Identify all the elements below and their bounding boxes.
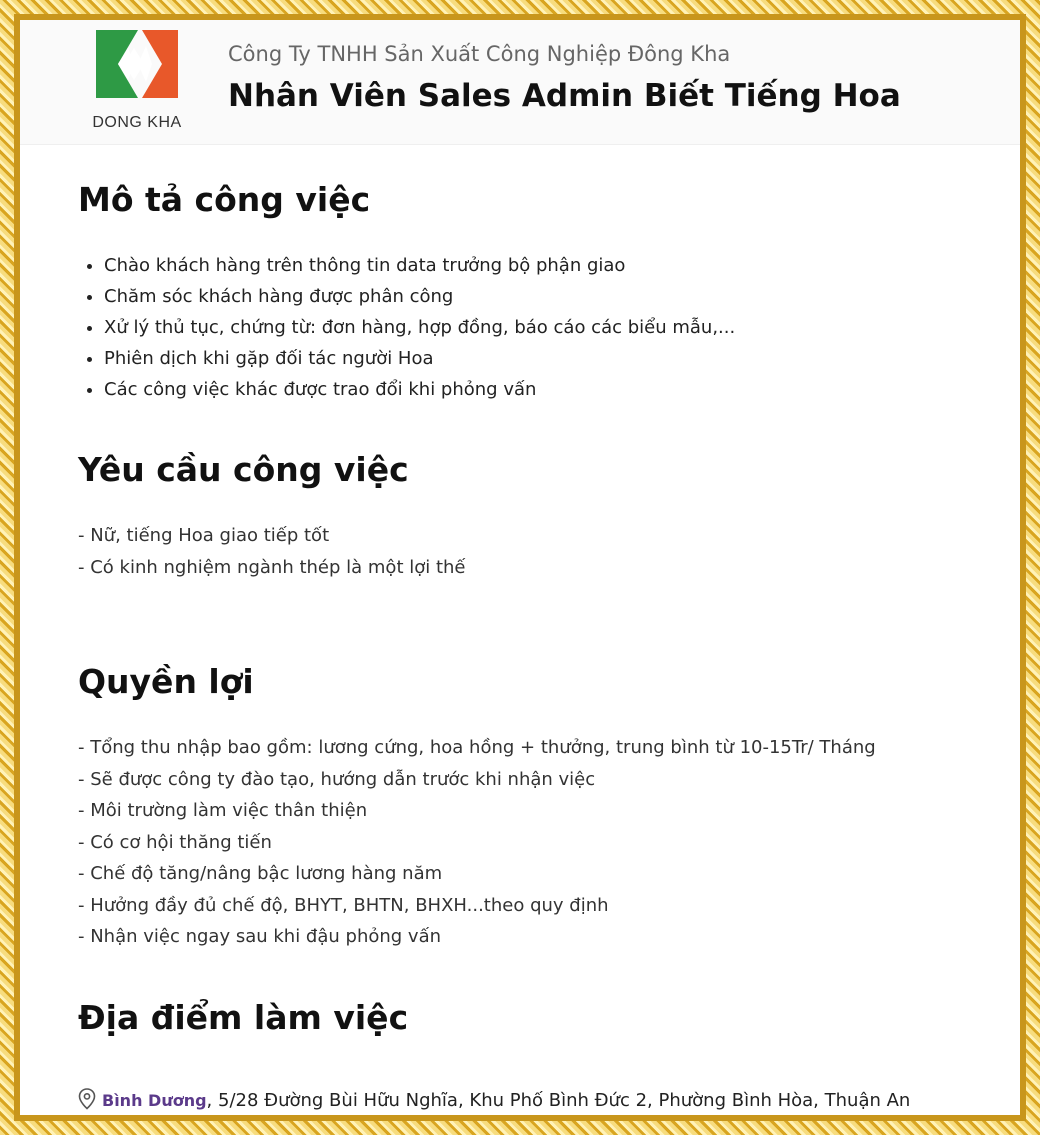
list-item: • Phiên dịch khi gặp đối tác người Hoa	[104, 343, 735, 374]
list-item: • Chào khách hàng trên thông tin data trưởng bộ phận giao	[104, 250, 735, 281]
location-address: , 5/28 Đường Bùi Hữu Nghĩa, Khu Phố Bình Đức 2, Phường Bình Hòa, Thuận An	[206, 1090, 911, 1111]
logo-text: DONG KHA	[92, 114, 182, 131]
map-pin-icon	[78, 1088, 96, 1115]
list-item: • Chăm sóc khách hàng được phân công	[104, 281, 735, 312]
list-item: - Tổng thu nhập bao gồm: lương cứng, hoa hồng + thưởng, trung bình từ 10-15Tr/ Tháng	[78, 737, 876, 758]
list-item: - Nữ, tiếng Hoa giao tiếp tốt	[78, 525, 330, 546]
location-city-link[interactable]: Bình Dương	[102, 1091, 207, 1110]
list-item: - Có cơ hội thăng tiến	[78, 831, 272, 853]
list-item: - Sẽ được công ty đào tạo, hướng dẫn trước khi nhận việc	[78, 768, 596, 790]
list-item: - Môi trường làm việc thân thiện	[78, 800, 368, 821]
company-name[interactable]: Công Ty TNHH Sản Xuất Công Nghiệp Đông Kha	[228, 42, 731, 66]
list-item: - Có kinh nghiệm ngành thép là một lợi thế	[78, 556, 466, 578]
benefits-heading: Quyền lợi	[78, 662, 254, 701]
benefits-list	[78, 732, 876, 953]
location-heading: Địa điểm làm việc	[78, 998, 409, 1037]
work-location	[78, 1088, 910, 1115]
company-logo	[82, 28, 192, 138]
job-title: Nhân Viên Sales Admin Biết Tiếng Hoa	[228, 78, 901, 114]
list-item: - Nhận việc ngay sau khi đậu phỏng vấn	[78, 926, 442, 947]
list-item: • Xử lý thủ tục, chứng từ: đơn hàng, hợp đồng, báo cáo các biểu mẫu,...	[104, 312, 735, 343]
list-item: - Hưởng đầy đủ chế độ, BHYT, BHTN, BHXH...theo quy định	[78, 894, 609, 916]
description-heading: Mô tả công việc	[78, 180, 371, 219]
list-item: - Chế độ tăng/nâng bậc lương hàng năm	[78, 863, 443, 884]
job-header	[20, 20, 1020, 145]
list-item: • Các công việc khác được trao đổi khi phỏng vấn	[104, 374, 735, 405]
logo-mark-icon	[82, 28, 192, 114]
description-list	[78, 250, 735, 405]
requirements-heading: Yêu cầu công việc	[78, 450, 409, 489]
job-posting-card	[20, 20, 1020, 1115]
requirements-list	[78, 520, 466, 583]
